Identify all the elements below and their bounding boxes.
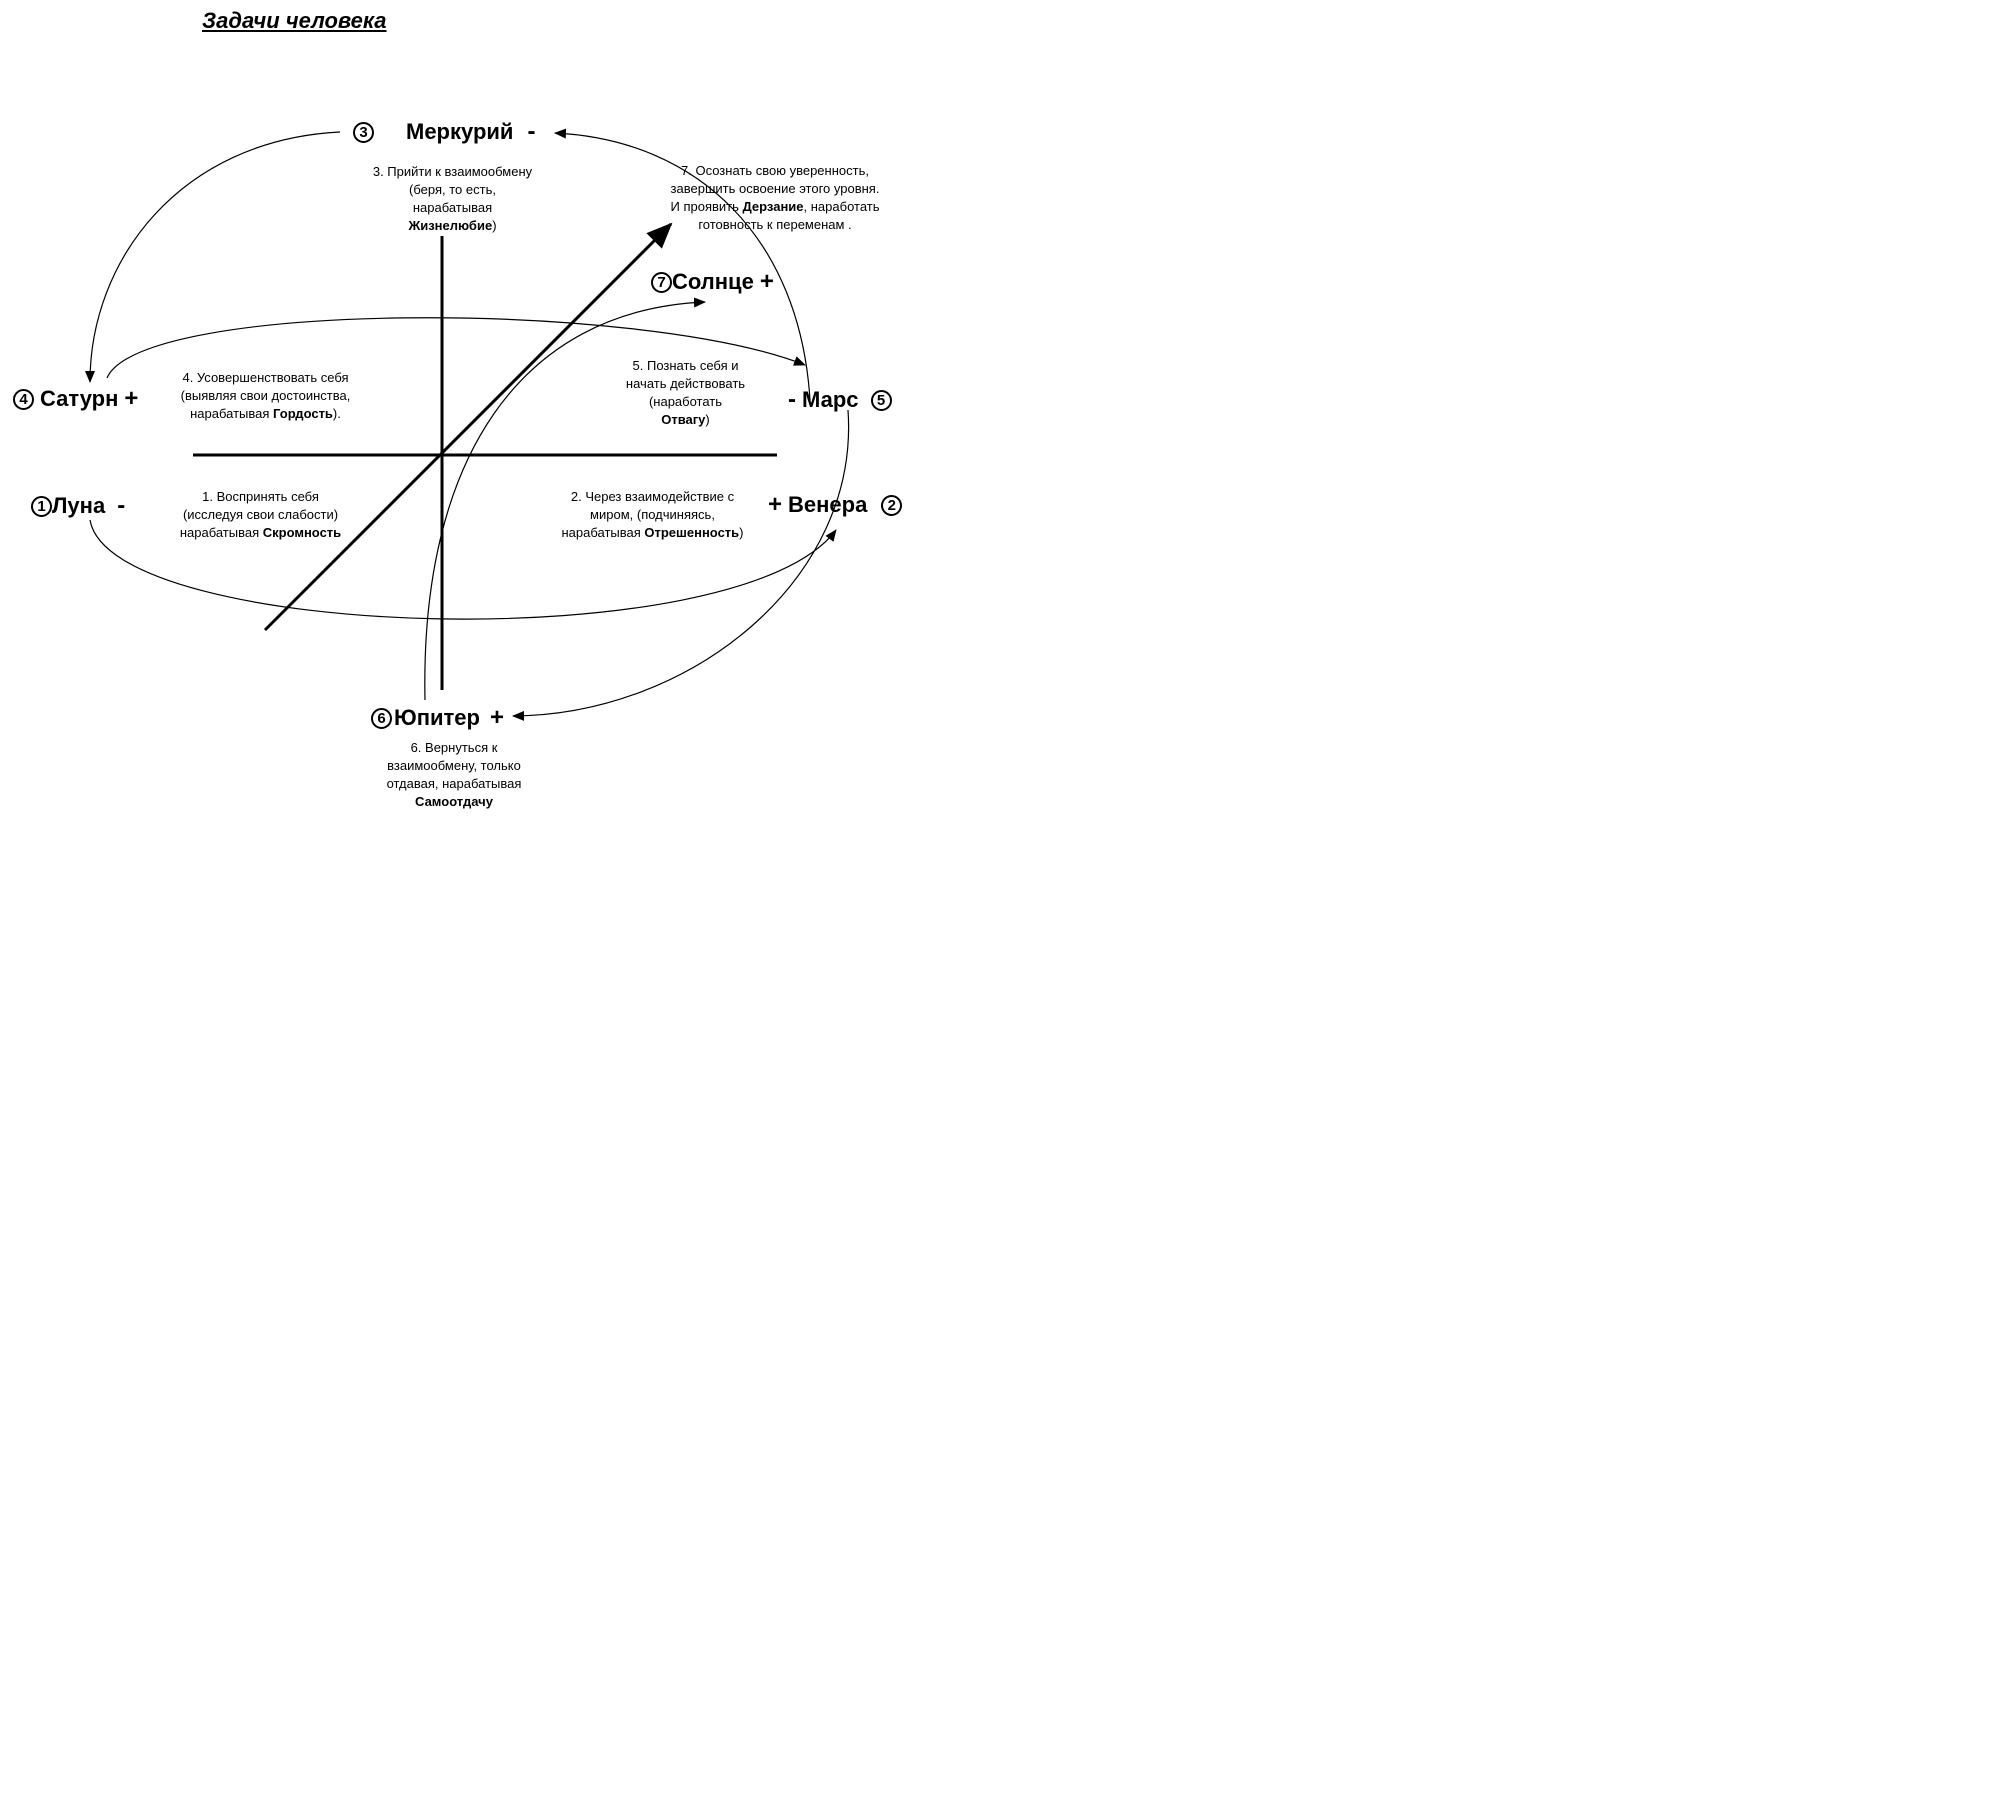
mercury-number-icon: 3 — [353, 122, 374, 143]
planet-sun — [651, 268, 774, 296]
note-4-line-3 — [158, 405, 373, 423]
note-7-line-3 — [645, 198, 905, 216]
note-2-post: ) — [739, 525, 744, 540]
mars-sign: - — [788, 386, 796, 413]
note-2-line-3 — [545, 524, 760, 542]
note-5-line-1: 5. Познать себя и — [632, 358, 739, 373]
note-6-line-1: 6. Вернуться к — [410, 740, 498, 755]
note-5-line-2: начать действовать — [625, 376, 746, 391]
note-6-line-4 — [364, 793, 544, 811]
mars-label: Марс — [802, 387, 859, 412]
moon-number-icon: 1 — [31, 496, 52, 517]
moon-label: Луна — [52, 493, 106, 518]
note-1-line-3 — [163, 524, 358, 542]
note-6-keyword: Самоотдачу — [415, 794, 493, 809]
note-7-pre: И проявить — [670, 199, 743, 214]
note-2-keyword: Отрешенность — [644, 525, 740, 540]
note-3-keyword: Жизнелюбие — [408, 218, 493, 233]
sun-label: Солнце — [672, 269, 754, 294]
note-task-2 — [545, 488, 760, 542]
note-4-keyword: Гордость — [273, 406, 333, 421]
note-3-line-2: (беря, то есть, — [409, 182, 496, 197]
saturn-sign: + — [124, 385, 139, 412]
planet-mercury — [353, 118, 535, 146]
planet-venus — [768, 491, 902, 519]
planet-saturn — [13, 385, 138, 413]
saturn-label: Сатурн — [40, 386, 119, 411]
mercury-sign: - — [527, 118, 536, 145]
sun-sign: + — [759, 268, 774, 295]
note-1-line-2: (исследуя свои слабости) — [182, 507, 339, 522]
saturn-number-icon: 4 — [13, 389, 34, 410]
note-2-line-2: миром, (подчиняясь, — [590, 507, 715, 522]
sun-number-icon: 7 — [651, 272, 672, 293]
moon-sign: - — [117, 492, 126, 519]
note-5-tail: ) — [705, 412, 710, 427]
note-3-line-4 — [355, 217, 550, 235]
planet-jupiter — [371, 704, 504, 732]
note-2-line-1: 2. Через взаимодействие с — [570, 489, 735, 504]
venus-number-icon: 2 — [881, 495, 902, 516]
planet-moon — [31, 492, 125, 520]
note-task-4 — [158, 369, 373, 423]
arc-mercury-to-saturn — [90, 132, 340, 382]
planet-mars — [788, 386, 892, 414]
note-3-tail: ) — [492, 218, 497, 233]
note-3-line-3: нарабатывая — [412, 200, 493, 215]
venus-label: Венера — [788, 492, 868, 517]
note-7-line-2: завершить освоение этого уровня. — [670, 181, 880, 196]
note-7-line-4: готовность к переменам . — [698, 217, 852, 232]
note-7-line-1: 7. Осознать свою уверенность, — [681, 163, 869, 178]
note-3-line-1: 3. Прийти к взаимообмену — [372, 164, 533, 179]
note-7-keyword: Дерзание — [742, 199, 804, 214]
note-6-line-2: взаимообмену, только — [387, 758, 521, 773]
note-task-3 — [355, 163, 550, 235]
note-5-line-3: (наработать — [648, 394, 723, 409]
note-6-line-3: отдавая, нарабатывая — [386, 776, 522, 791]
mercury-label: Меркурий — [406, 119, 514, 144]
note-1-line-1: 1. Воспринять себя — [202, 489, 319, 504]
note-4-post: ). — [332, 406, 341, 421]
note-5-line-4 — [603, 411, 768, 429]
note-5-keyword: Отвагу — [661, 412, 706, 427]
jupiter-sign: + — [489, 704, 504, 731]
note-task-5 — [603, 357, 768, 429]
mars-number-icon: 5 — [871, 390, 892, 411]
jupiter-number-icon: 6 — [371, 708, 392, 729]
venus-sign: + — [768, 491, 783, 518]
note-4-pre: нарабатывая — [190, 406, 274, 421]
page-title: Задачи человека — [202, 8, 387, 33]
note-7-post: , наработать — [803, 199, 880, 214]
note-task-1 — [163, 488, 358, 542]
note-task-7 — [645, 162, 905, 234]
note-1-keyword: Скромность — [262, 525, 342, 540]
note-task-6 — [364, 739, 544, 811]
jupiter-label: Юпитер — [394, 705, 480, 730]
note-4-line-2: (выявляя свои достоинства, — [180, 388, 351, 403]
note-4-line-1: 4. Усовершенствовать себя — [182, 370, 349, 385]
note-2-pre: нарабатывая — [561, 525, 645, 540]
note-1-pre: нарабатывая — [179, 525, 263, 540]
